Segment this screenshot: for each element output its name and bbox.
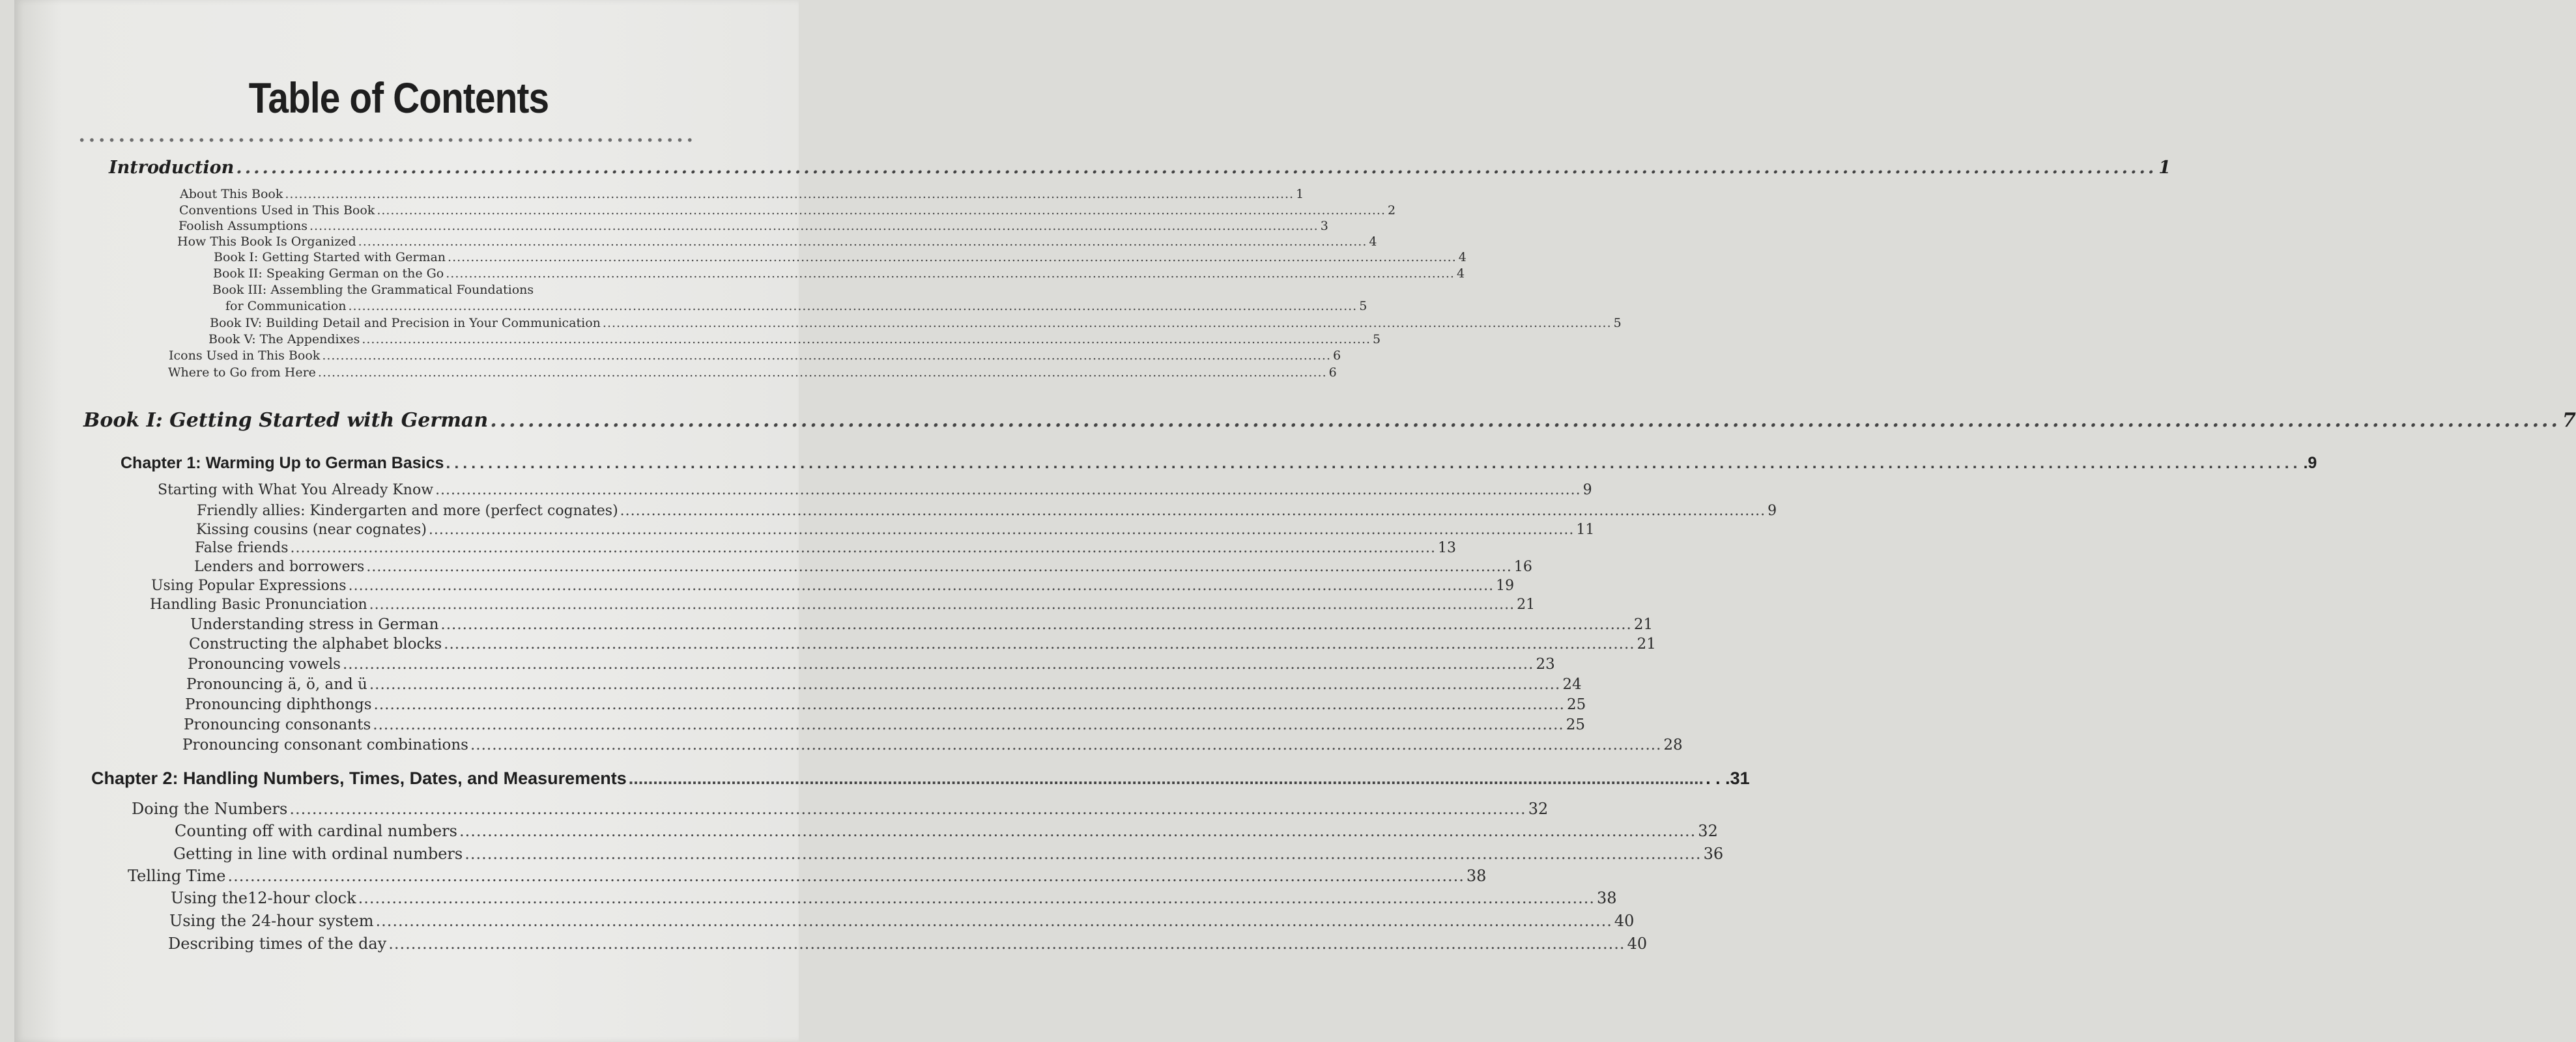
toc-page: 13	[1437, 540, 1456, 556]
toc-label: Pronouncing vowels	[188, 656, 341, 673]
dot-leader: ............................................................................................................................................................................................................................	[375, 912, 1612, 930]
dotted-divider	[77, 137, 693, 143]
toc-page: 3	[1320, 219, 1328, 233]
toc-label: Handling Basic Pronunciation	[150, 597, 367, 613]
toc-page: 38	[1597, 889, 1617, 907]
toc-entry	[150, 597, 1536, 613]
toc-entry	[213, 266, 1465, 281]
toc-entry	[195, 540, 1456, 556]
toc-label: Starting with What You Already Know	[158, 482, 434, 498]
toc-page: 4	[1369, 234, 1377, 249]
toc-page: 11	[1576, 522, 1595, 538]
toc-page: 16	[1513, 559, 1532, 575]
toc-entry	[225, 299, 1367, 313]
toc-page: 5	[1613, 316, 1622, 330]
dot-leader: ............................................................................................................................................................................................................................	[620, 503, 1766, 519]
dot-leader: ............................................................................................................................................................................................................................	[628, 768, 1704, 788]
dot-leader: ............................................................................................................................................................................................................................	[388, 935, 1625, 953]
toc-entry	[184, 716, 1585, 733]
toc-entry	[132, 800, 1549, 818]
toc-entry	[171, 889, 1617, 907]
toc-entry	[151, 578, 1515, 594]
dot-leader: ............................................................................................................................................................................................................................	[448, 250, 1457, 264]
dot-leader: ............................................................................................................................................................................................................................	[362, 332, 1371, 346]
toc-label: Kissing cousins (near cognates)	[196, 522, 427, 538]
toc-chapter-1	[121, 454, 2317, 473]
toc-entry	[190, 616, 1653, 633]
dot-leader: ............................................................................................................................................................................................................................	[348, 299, 1358, 313]
toc-label: Book I: Getting Started with German	[83, 409, 489, 432]
toc-page: 32	[1698, 822, 1718, 840]
toc-page: 9	[1582, 482, 1592, 498]
toc-entry	[158, 482, 1592, 498]
toc-label: Constructing the alphabet blocks	[189, 636, 442, 653]
toc-entry	[179, 203, 1396, 218]
toc-page: 40	[1614, 912, 1635, 930]
toc-entry	[128, 867, 1487, 885]
dot-leader: ............................................................................................................................................................................................................................	[490, 409, 2560, 432]
toc-label: How This Book Is Organized	[177, 234, 356, 249]
toc-label: Using Popular Expressions	[151, 578, 347, 594]
toc-entry	[179, 219, 1328, 233]
toc-label: Introduction	[109, 158, 235, 178]
toc-entry	[185, 696, 1586, 713]
toc-label: Chapter 2: Handling Numbers, Times, Dates, and Measurements	[91, 768, 627, 788]
toc-label: Using the 24-hour system	[169, 912, 374, 930]
dot-leader: ............................................................................................................................................................................................................................	[440, 616, 1632, 633]
dot-leader: ............................................................................................................................................................................................................................	[343, 656, 1534, 673]
dot-leader: ............................................................................................................................................................................................................................	[446, 454, 2302, 472]
toc-label: Chapter 1: Warming Up to German Basics	[121, 454, 444, 472]
toc-page: 2	[1388, 203, 1396, 218]
toc-label: Using the12-hour clock	[171, 889, 356, 907]
toc-entry-first-line: Book III: Assembling the Grammatical Foundations	[212, 283, 534, 297]
dot-leader: ............................................................................................................................................................................................................................	[236, 158, 2157, 178]
toc-label: Pronouncing consonant combinations	[182, 737, 468, 753]
toc-label: Book IV: Building Detail and Precision in Your Communication	[210, 316, 601, 330]
toc-page: 36	[1703, 845, 1724, 863]
toc-label: About This Book	[180, 187, 283, 201]
toc-label: Conventions Used in This Book	[179, 203, 375, 218]
toc-label: Telling Time	[128, 867, 226, 885]
toc-page: 6	[1333, 348, 1341, 363]
dot-leader: ............................................................................................................................................................................................................................	[290, 540, 1436, 556]
toc-label: Foolish Assumptions	[179, 219, 308, 233]
dot-leader: ............................................................................................................................................................................................................................	[428, 522, 1575, 538]
dot-leader: ............................................................................................................................................................................................................................	[435, 482, 1581, 498]
toc-page: 1	[1296, 187, 1304, 201]
dot-leader: ............................................................................................................................................................................................................................	[369, 597, 1515, 613]
toc-page: 25	[1566, 716, 1585, 733]
toc-label: Pronouncing consonants	[184, 716, 371, 733]
toc-page: 24	[1562, 676, 1582, 693]
dot-leader: ............................................................................................................................................................................................................................	[348, 578, 1495, 594]
toc-entry	[208, 332, 1381, 346]
toc-part-book-1	[83, 409, 2576, 432]
dot-leader: ............................................................................................................................................................................................................................	[377, 203, 1386, 218]
toc-page: . . .31	[1706, 768, 1750, 788]
dot-leader: ............................................................................................................................................................................................................................	[366, 559, 1512, 575]
dot-leader: ............................................................................................................................................................................................................................	[602, 316, 1612, 330]
toc-label: Book V: The Appendixes	[208, 332, 360, 346]
toc-page: 19	[1496, 578, 1515, 594]
toc-label: for Communication	[225, 299, 347, 313]
toc-entry	[175, 822, 1718, 840]
dot-leader: ............................................................................................................................................................................................................................	[317, 365, 1327, 380]
dot-leader: ............................................................................................................................................................................................................................	[309, 219, 1319, 233]
toc-page: 21	[1633, 616, 1653, 633]
toc-entry	[186, 676, 1582, 693]
dot-leader: ............................................................................................................................................................................................................................	[470, 737, 1662, 753]
dot-leader: ............................................................................................................................................................................................................................	[444, 636, 1635, 653]
toc-entry	[197, 503, 1777, 519]
toc-page: 9	[1767, 503, 1777, 519]
dot-leader: ............................................................................................................................................................................................................................	[459, 822, 1696, 840]
toc-page: 4	[1458, 250, 1467, 264]
toc-page: 4	[1456, 266, 1465, 281]
dot-leader: ............................................................................................................................................................................................................................	[289, 800, 1526, 818]
toc-label: Counting off with cardinal numbers	[175, 822, 457, 840]
toc-entry	[182, 737, 1683, 753]
page-title: Table of Contents	[248, 74, 549, 122]
dot-leader: ............................................................................................................................................................................................................................	[369, 676, 1561, 693]
dot-leader: ............................................................................................................................................................................................................................	[358, 889, 1595, 907]
toc-page: 5	[1359, 299, 1367, 313]
toc-page: 28	[1663, 737, 1683, 753]
toc-label: Icons Used in This Book	[169, 348, 321, 363]
dot-leader: ............................................................................................................................................................................................................................	[285, 187, 1295, 201]
toc-page: 40	[1627, 935, 1648, 953]
toc-entry	[168, 935, 1648, 953]
toc-entry	[189, 636, 1656, 653]
toc-label: Book II: Speaking German on the Go	[213, 266, 444, 281]
toc-label: Doing the Numbers	[132, 800, 288, 818]
dot-leader: ............................................................................................................................................................................................................................	[373, 696, 1565, 713]
dot-leader: ............................................................................................................................................................................................................................	[465, 845, 1702, 863]
toc-entry	[214, 250, 1467, 264]
dot-leader: ............................................................................................................................................................................................................................	[358, 234, 1367, 249]
toc-part-introduction	[109, 158, 2171, 178]
toc-page: 1	[2158, 158, 2171, 178]
toc-entry	[177, 234, 1377, 249]
toc-entry	[168, 365, 1337, 380]
toc-label: Describing times of the day	[168, 935, 387, 953]
toc-page: 23	[1536, 656, 1555, 673]
book-page	[14, 0, 2576, 1042]
toc-label: Friendly allies: Kindergarten and more (perfect cognates)	[197, 503, 618, 519]
toc-entry	[169, 912, 1635, 930]
toc-entry	[196, 522, 1595, 538]
toc-page: 32	[1528, 800, 1549, 818]
toc-entry	[173, 845, 1724, 863]
toc-label: Pronouncing diphthongs	[185, 696, 372, 713]
toc-page: 6	[1328, 365, 1337, 380]
toc-label: Lenders and borrowers	[194, 559, 365, 575]
toc-page: 5	[1373, 332, 1381, 346]
dot-leader: ............................................................................................................................................................................................................................	[227, 867, 1465, 885]
dot-leader: ............................................................................................................................................................................................................................	[373, 716, 1564, 733]
toc-label: Book I: Getting Started with German	[214, 250, 446, 264]
toc-page: 21	[1637, 636, 1656, 653]
toc-entry	[194, 559, 1532, 575]
toc-label: False friends	[195, 540, 289, 556]
toc-chapter-2	[91, 768, 1750, 789]
toc-page: .9	[2303, 454, 2317, 472]
toc-page: 21	[1517, 597, 1536, 613]
toc-page: 7	[2562, 409, 2576, 432]
toc-page: 25	[1566, 696, 1586, 713]
dot-leader: ............................................................................................................................................................................................................................	[446, 266, 1455, 281]
toc-entry	[188, 656, 1555, 673]
toc-label: Understanding stress in German	[190, 616, 439, 633]
toc-label: Where to Go from Here	[168, 365, 316, 380]
toc-entry	[169, 348, 1341, 363]
toc-entry	[210, 316, 1622, 330]
toc-entry	[180, 187, 1304, 201]
toc-page: 38	[1466, 867, 1487, 885]
toc-label: Pronouncing ä, ö, and ü	[186, 676, 367, 693]
toc-label: Getting in line with ordinal numbers	[173, 845, 463, 863]
dot-leader: ............................................................................................................................................................................................................................	[322, 348, 1332, 363]
